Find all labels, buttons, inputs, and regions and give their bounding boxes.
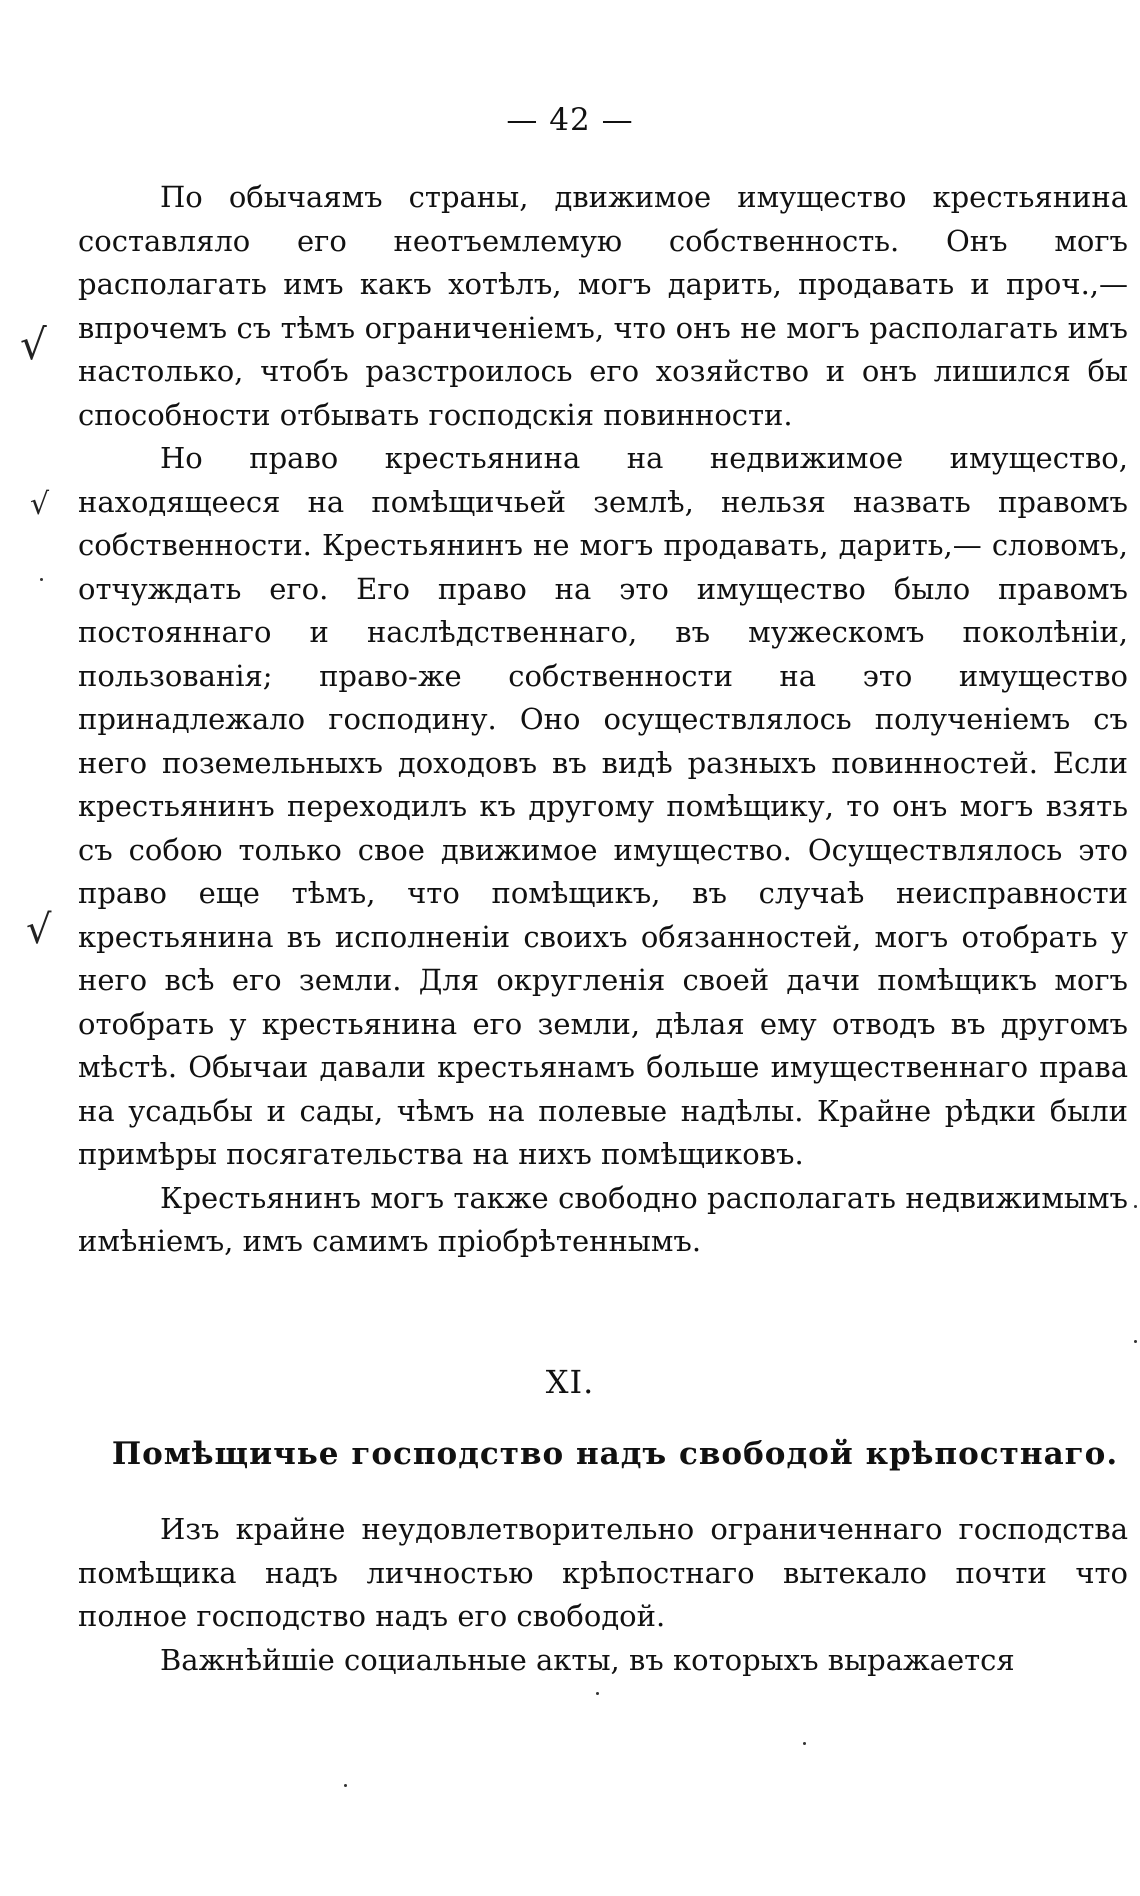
margin-check-mark-1: √ [20, 320, 47, 369]
scan-speck [40, 578, 43, 581]
paragraph-5: Важнѣйшіе социальные акты, въ которыхъ выражается [160, 1642, 1015, 1677]
page-number: — 42 — [506, 102, 634, 138]
scan-speck [1134, 1340, 1137, 1343]
body-text-section-a [78, 176, 1128, 1264]
scan-speck [803, 1742, 806, 1745]
paragraph-2: Но право крестьянина на недвижимое имущество, находящееся на помѣщичьей землѣ, нельзя назвать правомъ собственности. Крестьянинъ не могъ продавать, дарить,— словомъ, отчуждать его. Его право на это имущество было правомъ постояннаго и наслѣдственнаго, въ мужескомъ поколѣніи, пользованія; право-же собственности на это имущество принадлежало господину. Оно осуществлялось полученіемъ съ него поземельныхъ доходовъ въ видѣ разныхъ повинностей. Если крестьянинъ переходилъ къ другому помѣщику, то онъ могъ взять съ собою только свое движимое имущество. Осуществлялось это право еще тѣмъ, что помѣщикъ, въ случаѣ неисправности крестьянина въ исполненіи своихъ обязанностей, могъ отобрать у него всѣ его земли. Для округленія своей дачи помѣщикъ могъ отобрать у крестьянина его земли, дѣлая ему отводъ въ другомъ мѣстѣ. Обычаи давали крестьянамъ больше имущественнаго права на усадьбы и сады, чѣмъ на полевые надѣлы. Крайне рѣдки были примѣры посягательства на нихъ помѣщиковъ. [78, 441, 1128, 1171]
margin-check-mark-2: √ [30, 487, 50, 522]
section-number: XI. [545, 1363, 595, 1401]
paragraph-3: Крестьянинъ могъ также свободно располагать недвижимымъ имѣніемъ, имъ самимъ пріобрѣтеннымъ. [78, 1180, 1128, 1258]
scan-speck [596, 1692, 599, 1695]
paragraph-4: Изъ крайне неудовлетворительно ограниченнаго господства помѣщика надъ личностью крѣпостнаго вытекало почти что полное господство надъ его свободой. [78, 1512, 1128, 1633]
chapter-title: Помѣщичье господство надъ свободой крѣпостнаго. [111, 1436, 1119, 1472]
scan-speck [1134, 1205, 1137, 1208]
scan-speck [344, 1784, 347, 1787]
margin-check-mark-3: √ [26, 907, 52, 953]
paragraph-1: По обычаямъ страны, движимое имущество крестьянина составляло его неотъемлемую собственность. Онъ могъ располагать имъ какъ хотѣлъ, могъ дарить, продавать и проч.,— впрочемъ съ тѣмъ ограниченіемъ, что онъ не могъ располагать имъ настолько, чтобъ разстроилось его хозяйство и онъ лишился бы способности отбывать господскія повинности. [78, 180, 1128, 432]
body-text-section-b [78, 1508, 1128, 1682]
